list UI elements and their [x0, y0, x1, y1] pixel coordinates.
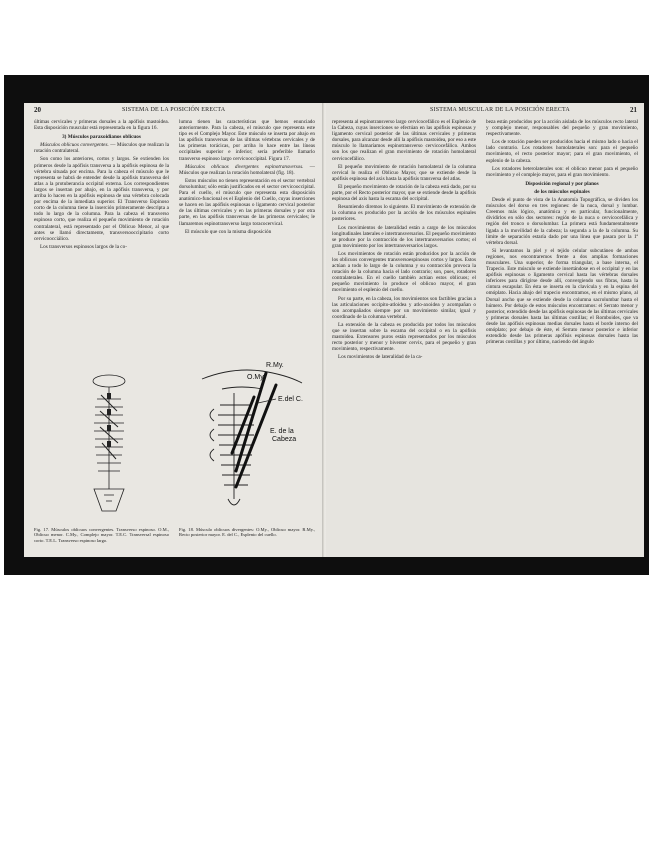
paragraph: Los de rotación pueden ser producidos hacia el mismo lado o hacia el lado contrario. Los rotadores homolaterales son: para el pequeño movimiento, el recto posterior mayor; para el gran movimiento, el esplenio de la cabeza.	[486, 139, 638, 164]
section-heading-line-1: Disposición regional y por planos	[525, 180, 599, 187]
paragraph: Los rotadores heterolaterales son: el oblicuo menor para el pequeño movimiento y el complejo mayor, para el gran movimiento.	[486, 165, 638, 178]
paragraph: Por su parte, en la cabeza, los movimientos son factibles gracias a las articulaciones occipito-atloidea y atlo-axoidea y acompañan o son acompañados siempre por un movimiento similar, igual y coordinado de la columna vertebral.	[332, 295, 476, 320]
figure-18-drawing	[192, 349, 322, 519]
left-column-2	[179, 119, 315, 237]
right-column-2	[486, 119, 638, 347]
label-edelcabeza-1: E. de la	[270, 428, 294, 435]
subheading-paragraph	[34, 142, 169, 154]
paragraph: El pequeño movimiento de rotación de la cabeza está dado, por su parte, por el Recto posterior mayor, que se extiende desde la apófisis espinosa del axis hasta la escama del occipital.	[332, 183, 476, 203]
running-head: SISTEMA DE LA POSICIÓN ERECTA	[122, 107, 226, 113]
paragraph: Son como los anteriores, cortos y largos. Se extienden los primeros desde la apófisis transversa a la apófisis espinosa de la vértebra situada por encima. Para la cabeza el músculo que le representa se habrá de entender desde la apófisis transversa del atlas a la protuberancia occipital externa. Los correspondientes largos se insertan por abajo, en la apófisis transversa, y por arriba lo hacen en la apófisis espinosa de una vértebra colocada por encima de la inmediata superior. El Transverso Espinoso corto de la columna tiene la inserción primeramente descripta a todo lo largo de la columna. Para la cabeza el transverso espinoso corto, que realiza el pequeño movimiento de rotación contralateral, está representado por el Oblicuo Menor, al que antes se llamó directamente, transversooccipitario corto cervicoocciálico.	[34, 156, 169, 242]
paragraph: La extensión de la cabeza es producida por todos los músculos que se insertan sobre la escama del occipital o en la apófisis mastoidea. Extensores puros están representados por los músculos recto posterior y menor y biventer cervix, para el pequeño y gran movimiento, respectivamente.	[332, 321, 476, 353]
subheading-rest: — Músculos que realizan la rotación homolateral (fig. 18).	[179, 163, 315, 176]
paragraph: Estos músculos no tienen representación en el sector vertebral dorsolumbar; sólo están justificados en el sector cervicooccipital. Para el cuello, el músculo que representa esta disposición anatómico-funcional es el Esplenio del Cuello, cuyas inserciones se hacen en las apófisis espinosas o ligamento cervical posterior de las últimas cervicales y en las primeras dorsales y por otra parte, en las apófisis transversas de las primeras cervicales; le llamaremos espinotransverso largo toracocervical.	[179, 177, 315, 227]
paragraph: Los movimientos de rotación están producidos por la acción de los oblicuos convergentes transversoespinosos cortos y largos. Estos actúan a todo lo largo de la columna y su contracción provoca la rotación de la columna hacia el lado contrario; son, pues, rotadores contralaterales. En el cuello también actúan estos oblicuos; el pequeño movimiento lo produce el oblicuo mayor, el gran movimiento el esplenio del cuello.	[332, 250, 476, 294]
paragraph: representa al espinotransverso largo cervicocefálico es el Esplenio de la Cabeza, cuyas inserciones se efectúan en las apófisis espinosas y ligamento cervical posterior de las últimas cervicales y primeras dorsales, para alcanzar desde allí la apófisis mastoidea, por eso a este músculo lo llamaríamos espinotransverso cervicocefálico. Ambos son los que realizan el gran movimiento de rotación homolateral cervicocefálico.	[332, 119, 476, 162]
subheading-paragraph	[179, 164, 315, 176]
subheading-rest: — Músculos que realizan la rotación contralateral.	[34, 142, 169, 155]
right-column-1	[332, 119, 476, 362]
paragraph: El pequeño movimiento de rotación homolateral de la columna cervical lo realiza el Oblicuo Mayor, que se extiende desde la apófisis espinosa del axis hasta la apófisis transversa del atlas.	[332, 163, 476, 182]
running-head: SISTEMA MUSCULAR DE LA POSICIÓN ERECTA	[430, 107, 570, 113]
figure-18-caption: Fig. 18. Músculo oblicuos divergentes: O.My., Oblicuo mayor. R.My., Recto posterior mayor. E. del C., Esplenio del cuello.	[179, 527, 315, 538]
paragraph: Los transversos espinosos largos de la co-	[40, 243, 127, 250]
left-column-1	[34, 119, 169, 252]
figure-17-drawing	[64, 371, 154, 521]
figure-17-caption: Fig. 17. Músculos oblicuos convergentes. Transverso espinoso. O.M., Oblicuo menor. C.My., Complejo mayor. T.E.C. Transversal espinoso corto. T.E.L. Transverso espinoso largo.	[34, 527, 169, 543]
label-edelc: E.del C.	[278, 396, 303, 403]
left-page	[24, 103, 324, 557]
section-heading-line-2: de los músculos espinales	[534, 188, 590, 195]
paragraph: El músculo que con la misma disposición	[185, 228, 272, 235]
subheading-title: Músculos oblicuos convergentes.	[40, 142, 109, 149]
paragraph: Desde el punto de vista de la Anatomía Topográfica, se dividen los músculos del dorso en tres regiones: de la nuca, dorsal y lumbar. Creemos más lógico, anatómica y en particular, funcionalmente, dividirlos en sólo dos sectores: región de la nuca o cervicocefálica y región del tronco o dorsolumbar. La primera está fundamentalmente ligada a la movilidad de la cabeza; la segunda a la de la columna. Su límite de separación estaría dado por una línea que pasara por la 1ª vértebra dorsal.	[486, 197, 638, 246]
section-heading: 3) Músculos paraxoidianos oblicuos	[62, 134, 141, 141]
paragraph: últimas cervicales y primeras dorsales a la apófisis mastoidea. Esta disposición muscular está representada en la figura 16.	[34, 119, 169, 132]
page-number: 21	[630, 106, 637, 114]
label-edelcabeza-2: Cabeza	[272, 436, 297, 443]
paragraph: Si levantamos la piel y el tejido celular subcutáneo de ambas regiones, nos encontraremos frente a dos amplias formaciones musculares. Una superior, de forma triangular, a base interna, el Trapecio. Este músculo se extiende insertándose en el occipital y en las apófisis espinosas o ligamento cervical hasta las vértebras dorsales inferiores para dirigirse desde allí, convergiendo sus fibras, hasta la cintura escapular. En ésta se inserta en la clavícula y en la espina del omóplato. Hacia abajo del trapecio encontramos, en el mismo plano, al Dorsal ancho que se extiende desde la columna sacrolumbar hasta el húmero. Por debajo de estos músculos encontramos: el Serrato menor y posterior, extendido desde las apófisis espinosas de las últimas cervicales y primeras dorsales hasta las últimas costillas; el Romboides, que va desde las apófisis espinosas medias dorsales hasta el borde interno del omóplato; por debajo de éste, el Serrato menor posterior e inferior extendido desde las primeras apófisis espinosas dorsales hasta las primeras costillas y por último, naciendo del ángulo	[486, 247, 638, 346]
right-page	[326, 103, 644, 557]
paragraph: Resumiendo diremos lo siguiente. El movimiento de extensión de la columna es producido por la acción de los músculos espinales posteriores.	[332, 204, 476, 223]
label-rmy: R.My.	[266, 362, 284, 369]
label-omy: O.My.	[247, 374, 266, 381]
paragraph: beza están producidos por la acción aislada de los músculos recto lateral y complejo menor, responsables del pequeño y gran movimiento, respectivamente.	[486, 119, 638, 138]
subheading-title: Músculos oblicuos divergentes espinotransversos.	[185, 163, 304, 170]
paragraph: Los movimientos de lateralidad están a cargo de los músculos longitudinales laterales e intertransversarios. El pequeño movimiento se produce por la contracción de los intertransversarios cortos; el gran movimiento por los intertransversarios largos.	[332, 224, 476, 249]
scanned-book-spread	[4, 75, 649, 575]
paragraph: lumna tienen las características que hemos enunciado anteriormente. Para la cabeza, el músculo que representa este tipo es el Complejo Mayor. Este músculo se inserta por abajo en las apófisis transversas de las últimas vértebras cervicales y de las primeras torácicas, por arriba lo hace entre las líneas occipitales superior e inferior; sería preferible llamarlo transverso espinoso largo cervicooccipital. Figura 17.	[179, 119, 315, 162]
paragraph: Los movimientos de lateralidad de la ca-	[338, 354, 423, 361]
page-number: 20	[34, 106, 41, 114]
